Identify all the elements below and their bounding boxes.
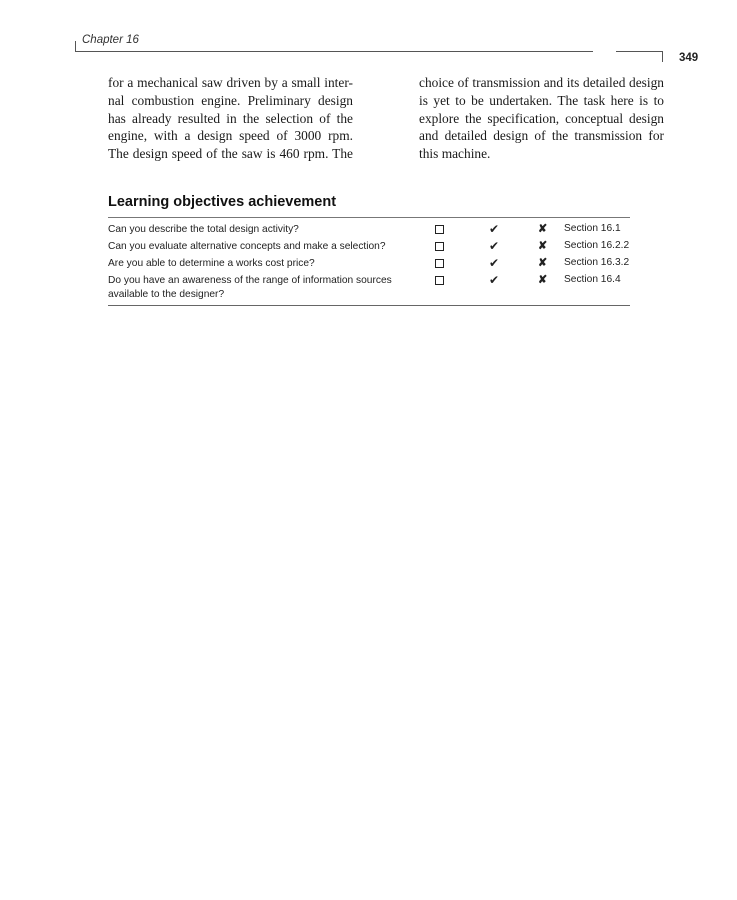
cross-mark-icon: ✘ (538, 240, 548, 252)
running-header-chapter: Chapter 16 (82, 34, 139, 46)
text-line: explore the specification, conceptual design (419, 110, 664, 126)
body-column-left (108, 74, 353, 163)
objective-question: Are you able to determine a works cost price? (108, 258, 315, 269)
checkbox-icon[interactable] (435, 242, 444, 251)
cross-mark-icon: ✘ (538, 257, 548, 269)
cross-mark-icon: ✘ (538, 223, 548, 235)
check-mark-icon: ✔ (489, 239, 500, 253)
learning-objectives-heading: Learning objectives achievement (108, 194, 337, 210)
table-bottom-rule (108, 305, 630, 306)
text-line: and detailed design of the transmission for (419, 128, 664, 144)
text-line: choice of transmission and its detailed design (419, 75, 664, 90)
check-mark-icon: ✔ (489, 256, 500, 270)
text-line: has already resulted in the selection of the (108, 110, 353, 126)
cross-mark-icon: ✘ (538, 274, 548, 286)
section-reference: Section 16.4 (564, 274, 621, 285)
checkbox-icon[interactable] (435, 276, 444, 285)
text-line: this machine. (419, 146, 491, 162)
body-column-right (419, 74, 664, 163)
text-line: is yet to be undertaken. The task here is to (419, 92, 664, 108)
objective-row (108, 240, 630, 256)
objective-row (108, 274, 630, 302)
objective-question: Can you evaluate alternative concepts and make a selection? (108, 241, 386, 252)
objective-row (108, 223, 630, 239)
text-line: nal combustion engine. Preliminary design (108, 92, 353, 108)
text-line: The design speed of the saw is 460 rpm. The (108, 146, 353, 162)
section-reference: Section 16.1 (564, 223, 621, 234)
checkbox-icon[interactable] (435, 225, 444, 234)
section-reference: Section 16.3.2 (564, 257, 630, 268)
objective-question: Do you have an awareness of the range of information sources available to the designer? (108, 275, 392, 300)
header-rule (75, 51, 593, 52)
header-rule-right (616, 51, 662, 52)
text-line: engine, with a design speed of 3000 rpm. (108, 128, 353, 144)
check-mark-icon: ✔ (489, 273, 500, 287)
check-mark-icon: ✔ (489, 222, 500, 236)
header-right-tick (662, 51, 663, 62)
checkbox-icon[interactable] (435, 259, 444, 268)
objective-question: Can you describe the total design activity? (108, 224, 299, 235)
section-reference: Section 16.2.2 (564, 240, 630, 251)
text-line: for a mechanical saw driven by a small inter- (108, 75, 353, 90)
objective-row (108, 257, 630, 273)
table-top-rule (108, 217, 630, 218)
page-number: 349 (679, 52, 699, 64)
